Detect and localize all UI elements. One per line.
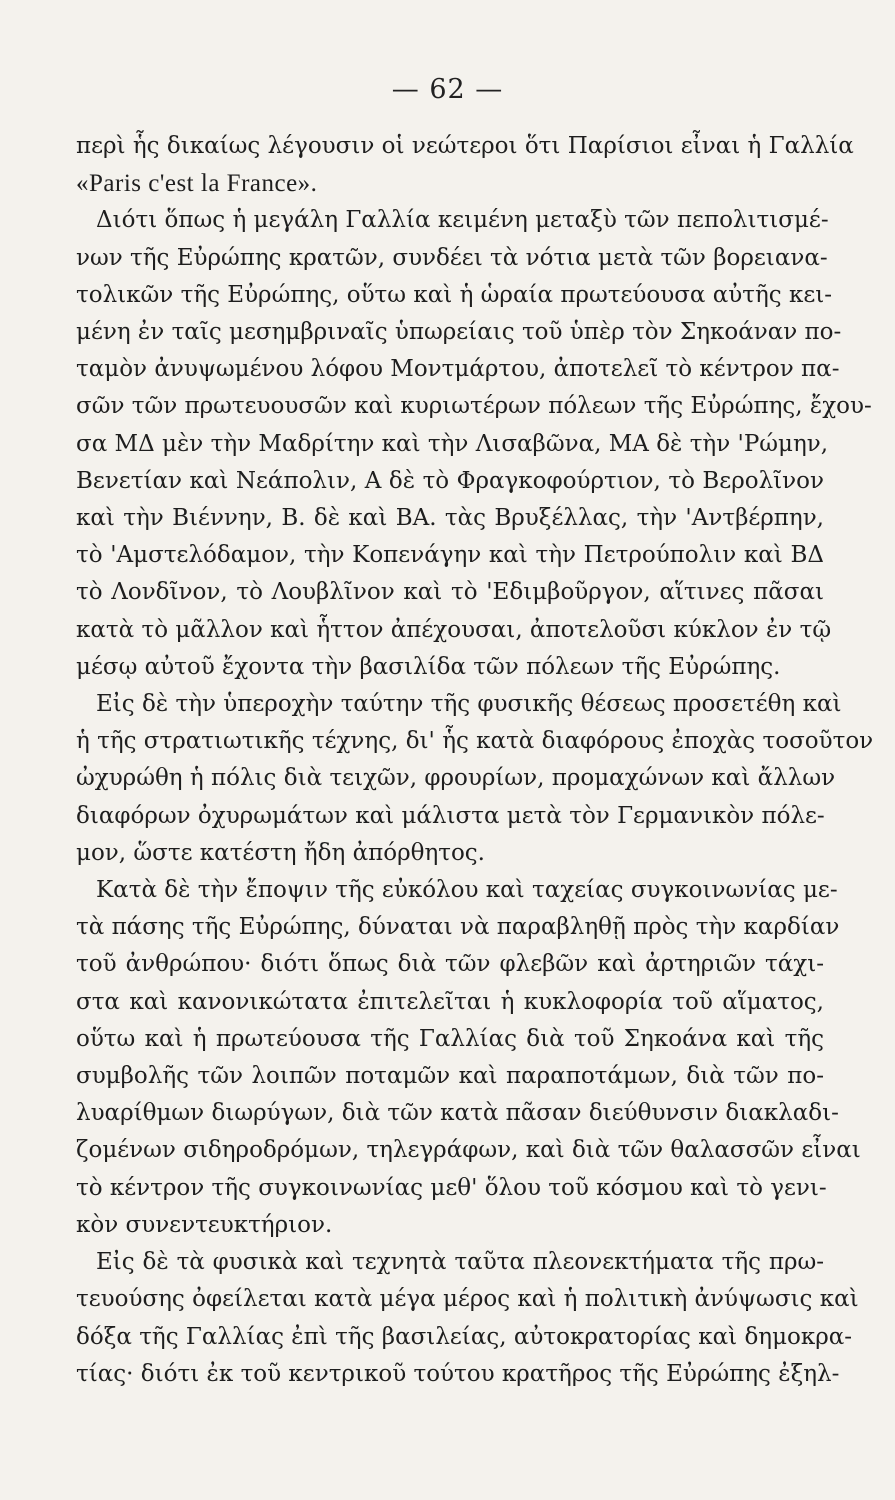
text-line: συμβολῆς τῶν λοιπῶν ποταμῶν καὶ παραποτάμων, διὰ τῶν πο- bbox=[76, 1063, 824, 1090]
text-line: Διότι ὅπως ἡ μεγάλη Γαλλία κειμένη μεταξὺ τῶν πεπολιτισμέ- bbox=[96, 207, 829, 234]
text-line: τὸ 'Αμστελόδαμον, τὴν Κοπενάγην καὶ τὴν Πετρούπολιν καὶ ΒΔ bbox=[76, 542, 824, 569]
text-line: μένη ἐν ταῖς μεσημβριναῖς ὑπωρείαις τοῦ ὑπὲρ τὸν Σηκοάναν πο- bbox=[76, 319, 842, 346]
page-number: — 62 — bbox=[391, 74, 504, 105]
paragraph-3 bbox=[76, 686, 874, 872]
text-line: περὶ ἧς δικαίως λέγουσιν οἱ νεώτεροι ὅτι Παρίσιοι εἶναι ἡ Γαλλία bbox=[76, 133, 854, 159]
text-line: στα καὶ κανονικώτατα ἐπιτελεῖται ἡ κυκλοφορία τοῦ αἵματος, bbox=[76, 988, 824, 1015]
text-line: διαφόρων ὀχυρωμάτων καὶ μάλιστα μετὰ τὸν Γερμανικὸν πόλε- bbox=[76, 802, 825, 829]
text-line: κατὰ τὸ μᾶλλον καὶ ἧττον ἀπέχουσαι, ἀποτελοῦσι κύκλον ἐν τῷ bbox=[76, 616, 832, 643]
body-text bbox=[76, 128, 874, 1393]
text-line: σῶν τῶν πρωτευουσῶν καὶ κυριωτέρων πόλεων τῆς Εὐρώπης, ἔχου- bbox=[76, 393, 872, 420]
text-line: μον, ὥστε κατέστη ἤδη ἀπόρθητος. bbox=[76, 839, 485, 866]
paragraph-5 bbox=[76, 1244, 859, 1393]
text-line: νων τῆς Εὐρώπης κρατῶν, συνδέει τὰ νότια μετὰ τῶν βορειανα- bbox=[76, 244, 828, 271]
text-line: τὸ κέντρον τῆς συγκοινωνίας μεθ' ὅλου τοῦ κόσμου καὶ τὸ γενι- bbox=[76, 1174, 827, 1201]
text-line: μέσῳ αὐτοῦ ἔχοντα τὴν βασιλίδα τῶν πόλεων τῆς Εὐρώπης. bbox=[76, 653, 781, 680]
text-line: ὠχυρώθη ἡ πόλις διὰ τειχῶν, φρουρίων, προμαχώνων καὶ ἄλλων bbox=[76, 765, 836, 792]
text-line: οὕτω καὶ ἡ πρωτεύουσα τῆς Γαλλίας διὰ τοῦ Σηκοάνα καὶ τῆς bbox=[76, 1025, 824, 1052]
paragraph-2 bbox=[76, 202, 872, 686]
text-line: τοῦ ἀνθρώπου· διότι ὅπως διὰ τῶν φλεβῶν καὶ ἀρτηριῶν τάχι- bbox=[76, 951, 824, 978]
text-line: ἡ τῆς στρατιωτικῆς τέχνης, δι' ἧς κατὰ διαφόρους ἐποχὰς τοσοῦτον bbox=[76, 728, 874, 755]
text-line: κὸν συνεντευκτήριον. bbox=[76, 1211, 333, 1238]
text-line: λυαρίθμων διωρύγων, διὰ τῶν κατὰ πᾶσαν διεύθυνσιν διακλαδι- bbox=[76, 1100, 839, 1127]
text-line: ζομένων σιδηροδρόμων, τηλεγράφων, καὶ διὰ τῶν θαλασσῶν εἶναι bbox=[76, 1137, 861, 1164]
text-line: ταμὸν ἀνυψωμένου λόφου Μοντμάρτου, ἀποτελεῖ τὸ κέντρον πα- bbox=[76, 356, 840, 383]
text-line: δόξα τῆς Γαλλίας ἐπὶ τῆς βασιλείας, αὐτοκρατορίας καὶ δημοκρα- bbox=[76, 1323, 853, 1350]
text-line: σα ΜΔ μὲν τὴν Μαδρίτην καὶ τὴν Λισαβῶνα, ΜΑ δὲ τὴν 'Ρώμην, bbox=[76, 430, 829, 457]
paragraph-1 bbox=[76, 128, 854, 202]
paragraph-4 bbox=[76, 872, 861, 1244]
text-line: καὶ τὴν Βιέννην, Β. δὲ καὶ ΒΑ. τὰς Βρυξέλλας, τὴν 'Αντβέρπην, bbox=[76, 505, 824, 532]
text-line: Βενετίαν καὶ Νεάπολιν, Α δὲ τὸ Φραγκοφούρτιον, τὸ Βερολῖνον bbox=[76, 467, 824, 494]
text-line: τίας· διότι ἐκ τοῦ κεντρικοῦ τούτου κρατῆρος τῆς Εὐρώπης ἐξηλ- bbox=[76, 1360, 840, 1387]
text-line: «Paris c'est la France». bbox=[76, 170, 318, 198]
text-line: Εἰς δὲ τὴν ὑπεροχὴν ταύτην τῆς φυσικῆς θέσεως προσετέθη καὶ bbox=[96, 691, 842, 718]
text-line: τευούσης ὀφείλεται κατὰ μέγα μέρος καὶ ἡ πολιτικὴ ἀνύψωσις καὶ bbox=[76, 1286, 859, 1313]
text-line: τὸ Λονδῖνον, τὸ Λουβλῖνον καὶ τὸ 'Εδιμβοῦργον, αἵτινες πᾶσαι bbox=[76, 579, 824, 606]
text-line: τολικῶν τῆς Εὐρώπης, οὕτω καὶ ἡ ὡραία πρωτεύουσα αὐτῆς κει- bbox=[76, 281, 833, 308]
text-line: τὰ πάσης τῆς Εὐρώπης, δύναται νὰ παραβληθῇ πρὸς τὴν καρδίαν bbox=[76, 914, 840, 941]
text-line: Κατὰ δὲ τὴν ἔποψιν τῆς εὐκόλου καὶ ταχείας συγκοινωνίας με- bbox=[96, 877, 838, 904]
text-line: Εἰς δὲ τὰ φυσικὰ καὶ τεχνητὰ ταῦτα πλεονεκτήματα τῆς πρω- bbox=[96, 1249, 824, 1276]
